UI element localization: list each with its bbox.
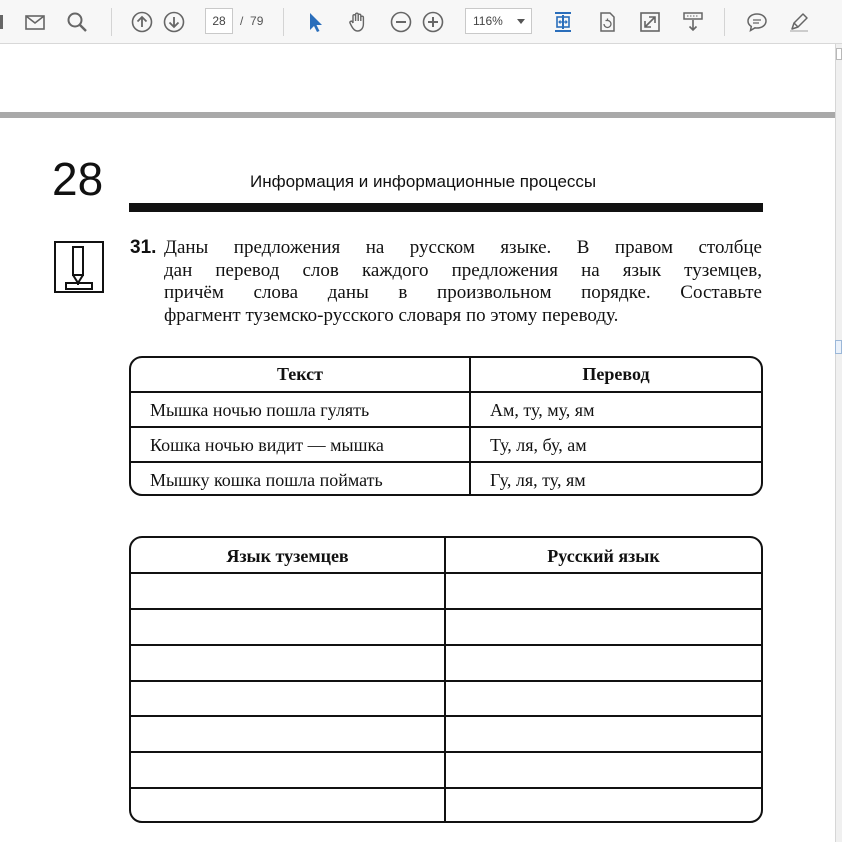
task-line: фрагмент туземско-русского словаря по этому переводу. xyxy=(164,304,619,326)
column-header: Текст xyxy=(276,364,324,384)
zoom-out-icon[interactable] xyxy=(388,9,414,35)
column-header: Русский язык xyxy=(547,546,660,566)
total-pages: 79 xyxy=(250,14,264,28)
next-page-icon[interactable] xyxy=(161,9,187,35)
column-header: Язык туземцев xyxy=(226,546,349,566)
mail-icon[interactable] xyxy=(22,9,48,35)
fit-page-icon[interactable] xyxy=(550,9,576,35)
side-panel-toggle[interactable] xyxy=(835,340,842,354)
row-divider xyxy=(131,391,763,393)
row-divider xyxy=(131,787,763,789)
prev-page-icon[interactable] xyxy=(129,9,155,35)
row-divider xyxy=(131,715,763,717)
sentence-cell: Мышку кошка пошла поймать xyxy=(150,470,383,490)
chevron-down-icon xyxy=(517,19,525,24)
comment-icon[interactable] xyxy=(744,9,770,35)
task-text xyxy=(164,237,762,327)
task-line: дан перевод слов каждого предложения на язык туземцев, xyxy=(164,259,762,281)
scrollbar-thumb[interactable] xyxy=(836,48,842,60)
row-divider xyxy=(131,751,763,753)
zoom-select[interactable] xyxy=(465,8,532,34)
row-divider xyxy=(131,572,763,574)
zoom-in-icon[interactable] xyxy=(420,9,446,35)
download-icon[interactable] xyxy=(680,9,706,35)
written-task-icon xyxy=(54,241,104,293)
toolbar-separator xyxy=(724,8,725,36)
sidebar-toggle-icon[interactable] xyxy=(0,9,14,35)
sentence-cell: Мышка ночью пошла гулять xyxy=(150,400,370,420)
select-cursor-icon[interactable] xyxy=(302,9,328,35)
row-divider xyxy=(131,461,763,463)
row-divider xyxy=(131,644,763,646)
toolbar-separator xyxy=(111,8,112,36)
chapter-title: Информация и информационные процессы xyxy=(250,172,597,191)
row-divider xyxy=(131,426,763,428)
task-line: Даны предложения на русском языке. В правом столбце xyxy=(164,237,762,258)
page-separator: / xyxy=(240,14,244,28)
toolbar-separator xyxy=(283,8,284,36)
header-rule xyxy=(129,203,763,212)
search-icon[interactable] xyxy=(64,9,90,35)
dictionary-table xyxy=(129,536,763,823)
page-gap xyxy=(0,112,835,118)
sentence-table xyxy=(129,356,763,496)
pen-icon[interactable] xyxy=(786,9,812,35)
row-divider xyxy=(131,680,763,682)
sentence-cell: Кошка ночью видит — мышка xyxy=(150,435,384,455)
task-line: причём слова даны в произвольном порядке. Составьте xyxy=(164,282,762,303)
vertical-scrollbar[interactable] xyxy=(835,44,842,842)
page-number-input[interactable]: 28 xyxy=(205,8,233,34)
column-header: Перевод xyxy=(582,364,650,384)
translation-cell: Ам, ту, му, ям xyxy=(490,400,595,420)
rotate-icon[interactable] xyxy=(594,9,620,35)
row-divider xyxy=(131,608,763,610)
page-number: 28 xyxy=(52,153,104,205)
hand-tool-icon[interactable] xyxy=(345,9,371,35)
task-number: 31. xyxy=(130,237,157,258)
fullscreen-icon[interactable] xyxy=(637,9,663,35)
page-count xyxy=(240,8,263,34)
translation-cell: Ту, ля, бу, ам xyxy=(490,435,587,455)
zoom-value: 116% xyxy=(473,14,503,28)
translation-cell: Гу, ля, ту, ям xyxy=(490,470,586,490)
toolbar xyxy=(0,0,842,44)
